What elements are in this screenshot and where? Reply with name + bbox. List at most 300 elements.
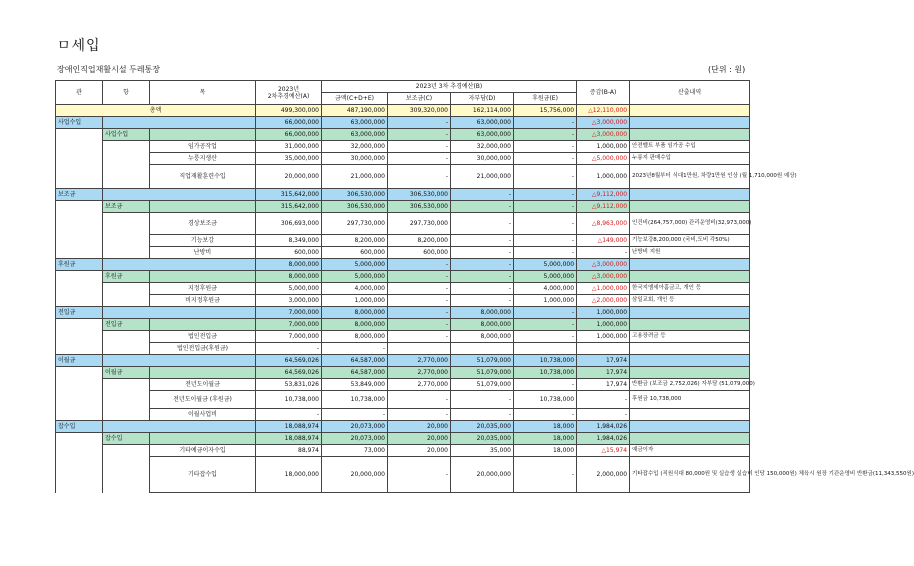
cell-diff: △3,000,000 [577, 129, 630, 141]
cell-total-amount: 30,000,000 [322, 153, 388, 165]
cell-subsidy: 297,730,000 [388, 213, 451, 235]
cell-subsidy: - [388, 153, 451, 165]
cell-subsidy: - [388, 331, 451, 343]
cell-total-amount: 306,530,000 [322, 189, 388, 201]
cell-total-amount: 487,190,000 [322, 105, 388, 117]
table-body [56, 105, 914, 493]
cell-subsidy: 20,000 [388, 445, 451, 457]
cell-mok: 법인전입금 [150, 331, 256, 343]
cell-diff [577, 343, 630, 355]
cell-kwan-empty [56, 457, 103, 493]
cell-kwan-empty [56, 129, 103, 141]
header-prev-line2: 2차추경예산(A) [267, 92, 310, 100]
cell-support: - [514, 201, 577, 213]
cell-subsidy: 8,200,000 [388, 235, 451, 247]
cell-subsidy: - [388, 307, 451, 319]
header-support: 후원금(E) [514, 93, 577, 105]
cell-self-burden: - [451, 391, 514, 409]
cell-total-amount: - [322, 409, 388, 421]
cell-hang-empty [103, 259, 256, 271]
table-row-mok [56, 457, 750, 493]
cell-kwan-empty [56, 141, 103, 153]
cell-kwan-empty [56, 433, 103, 445]
cell-diff: 1,000,000 [577, 319, 630, 331]
cell-total-amount: 4,000,000 [322, 283, 388, 295]
cell-self-burden: 162,114,000 [451, 105, 514, 117]
cell-diff: - [577, 247, 630, 259]
cell-kwan-empty [56, 367, 103, 379]
cell-total-amount: 8,000,000 [322, 307, 388, 319]
cell-diff: △149,000 [577, 235, 630, 247]
cell-total-amount: - [322, 343, 388, 355]
cell-diff: 17,974 [577, 355, 630, 367]
cell-prev-budget: 7,000,000 [256, 307, 322, 319]
cell-mok: 전년도이월금 [150, 379, 256, 391]
header-prev-line1: 2023년 [277, 85, 300, 93]
cell-subsidy: 2,770,000 [388, 367, 451, 379]
cell-total-amount: 63,000,000 [322, 129, 388, 141]
cell-support: 18,000 [514, 445, 577, 457]
cell-diff: 2,000,000 [577, 457, 630, 493]
account-subtitle: 장애인직업재활시설 두레통장 [57, 65, 161, 74]
cell-subsidy: - [388, 295, 451, 307]
cell-prev-budget: 35,000,000 [256, 153, 322, 165]
cell-total-amount: 5,000,000 [322, 271, 388, 283]
cell-support: 15,756,000 [514, 105, 577, 117]
cell-self-burden: - [451, 201, 514, 213]
cell-prev-budget: 53,831,026 [256, 379, 322, 391]
cell-hang: 보조금 [103, 201, 150, 213]
table-row-mok [56, 153, 750, 165]
cell-self-burden: - [451, 295, 514, 307]
cell-subsidy: 306,530,000 [388, 189, 451, 201]
cell-hang-empty [103, 153, 150, 165]
cell-hang: 후원금 [103, 271, 150, 283]
cell-diff: △12,110,000 [577, 105, 630, 117]
table-row-hang [56, 129, 750, 141]
cell-kwan-empty [56, 379, 103, 391]
cell-diff: - [577, 409, 630, 421]
header-diff: 증감(B-A) [577, 81, 630, 105]
cell-subsidy: - [388, 319, 451, 331]
cell-prev-budget: 18,088,974 [256, 421, 322, 433]
cell-note: 인건비(264,757,000) 관리운영비(32,973,000) [630, 213, 750, 235]
cell-support: 10,738,000 [514, 355, 577, 367]
cell-note [630, 433, 750, 445]
cell-self-burden: 51,079,000 [451, 355, 514, 367]
cell-diff: 1,000,000 [577, 165, 630, 189]
cell-subsidy: - [388, 259, 451, 271]
cell-self-burden: 20,035,000 [451, 433, 514, 445]
cell-prev-budget: 8,000,000 [256, 259, 322, 271]
cell-subsidy: - [388, 457, 451, 493]
cell-kwan-empty [56, 201, 103, 213]
cell-self-burden: 32,000,000 [451, 141, 514, 153]
cell-subsidy: - [388, 283, 451, 295]
cell-support: 10,738,000 [514, 391, 577, 409]
cell-note: 삼일교회, 개인 등 [630, 295, 750, 307]
cell-hang-empty [103, 141, 150, 153]
cell-total-amount: 1,000,000 [322, 295, 388, 307]
cell-support: - [514, 165, 577, 189]
table-row-kwan [56, 307, 750, 319]
table-row-mok [56, 141, 750, 153]
cell-kwan-empty [56, 235, 103, 247]
cell-kwan-empty [56, 283, 103, 295]
cell-subsidy: 309,320,000 [388, 105, 451, 117]
cell-subsidy: - [388, 117, 451, 129]
cell-self-burden: 20,035,000 [451, 421, 514, 433]
cell-prev-budget: 306,693,000 [256, 213, 322, 235]
cell-subsidy: - [388, 271, 451, 283]
cell-diff: △2,000,000 [577, 295, 630, 307]
cell-kwan-empty [56, 165, 103, 189]
cell-note: 고용장려금 등 [630, 331, 750, 343]
cell-subsidy: 2,770,000 [388, 355, 451, 367]
table-row-mok [56, 331, 750, 343]
table-row-mok [56, 445, 750, 457]
cell-kwan-empty [56, 343, 103, 355]
cell-mok-empty [150, 433, 256, 445]
cell-self-burden: 63,000,000 [451, 117, 514, 129]
cell-kwan-empty [56, 319, 103, 331]
cell-self-burden: 8,000,000 [451, 307, 514, 319]
table-row-hang [56, 271, 750, 283]
table-row-kwan [56, 117, 750, 129]
table-row-total [56, 105, 750, 117]
cell-support: - [514, 379, 577, 391]
cell-hang-empty [103, 235, 150, 247]
cell-total-amount: 53,849,000 [322, 379, 388, 391]
cell-support: 1,000,000 [514, 295, 577, 307]
cell-prev-budget: 18,088,974 [256, 433, 322, 445]
table-row-hang [56, 319, 750, 331]
cell-hang: 이월금 [103, 367, 150, 379]
cell-prev-budget: 8,000,000 [256, 271, 322, 283]
cell-note [630, 367, 750, 379]
cell-support: - [514, 409, 577, 421]
cell-total-amount: 20,073,000 [322, 433, 388, 445]
cell-mok-empty [150, 319, 256, 331]
cell-kwan-empty [56, 247, 103, 259]
cell-note: 기능보강8,200,000 (국비,도비 각50%) [630, 235, 750, 247]
header-kwan: 관 [56, 81, 103, 105]
table-row-kwan [56, 259, 750, 271]
cell-prev-budget: 7,000,000 [256, 319, 322, 331]
cell-subsidy: 600,000 [388, 247, 451, 259]
cell-diff: △3,000,000 [577, 117, 630, 129]
cell-support: 10,738,000 [514, 367, 577, 379]
cell-note: 2023년8월부터 식대1만원, 차량1만원 인상 (월 1,710,000원 예상) [630, 165, 750, 189]
cell-total-amount: 8,200,000 [322, 235, 388, 247]
cell-mok: 경상보조금 [150, 213, 256, 235]
cell-kwan: 전입금 [56, 307, 103, 319]
header-self: 자부담(D) [451, 93, 514, 105]
cell-total-amount: 8,000,000 [322, 331, 388, 343]
cell-prev-budget: - [256, 343, 322, 355]
table-row-mok [56, 379, 750, 391]
cell-note: 반환금 (보조금 2,752,026) 자부담 (51,079,000) [630, 379, 750, 391]
cell-self-burden: - [451, 259, 514, 271]
cell-support: - [514, 307, 577, 319]
cell-prev-budget: 20,000,000 [256, 165, 322, 189]
cell-note [630, 343, 750, 355]
cell-self-burden: - [451, 247, 514, 259]
cell-mok: 법인전입금(후원금) [150, 343, 256, 355]
cell-prev-budget: 3,000,000 [256, 295, 322, 307]
cell-mok-empty [150, 367, 256, 379]
cell-note [630, 421, 750, 433]
cell-note [630, 105, 750, 117]
table-row-mok [56, 235, 750, 247]
page-title: ㅁ세입 [57, 38, 101, 54]
cell-diff: 1,000,000 [577, 307, 630, 319]
cell-prev-budget: 66,000,000 [256, 129, 322, 141]
cell-support: 4,000,000 [514, 283, 577, 295]
cell-support: 5,000,000 [514, 271, 577, 283]
cell-support: - [514, 247, 577, 259]
cell-support: - [514, 457, 577, 493]
header-subsidy: 보조금(C) [388, 93, 451, 105]
cell-prev-budget: 8,349,000 [256, 235, 322, 247]
cell-diff: 1,000,000 [577, 141, 630, 153]
cell-kwan: 후원금 [56, 259, 103, 271]
cell-subsidy: - [388, 129, 451, 141]
cell-kwan-empty [56, 213, 103, 235]
cell-note [630, 409, 750, 421]
header-prev-budget [256, 81, 322, 105]
cell-hang: 전입금 [103, 319, 150, 331]
cell-total-amount: 20,073,000 [322, 421, 388, 433]
cell-note [630, 355, 750, 367]
cell-mok: 임가공작업 [150, 141, 256, 153]
cell-support: 5,000,000 [514, 259, 577, 271]
cell-diff: △3,000,000 [577, 259, 630, 271]
cell-diff: △1,000,000 [577, 283, 630, 295]
header-total: 금액(C+D+E) [322, 93, 388, 105]
cell-prev-budget: 64,569,026 [256, 367, 322, 379]
header-group: 2023년 3차 추경예산(B) [322, 81, 577, 93]
cell-diff: 17,974 [577, 379, 630, 391]
cell-kwan: 잡수입 [56, 421, 103, 433]
cell-kwan: 이월금 [56, 355, 103, 367]
cell-note: 누룽지 판매수입 [630, 153, 750, 165]
cell-hang-empty [103, 247, 150, 259]
cell-note [630, 271, 750, 283]
table-row-mok [56, 391, 750, 409]
cell-prev-budget: 18,000,000 [256, 457, 322, 493]
unit-label: (단위 : 원) [708, 65, 746, 74]
cell-diff: 1,984,026 [577, 421, 630, 433]
cell-diff: 1,984,026 [577, 433, 630, 445]
cell-mok: 누룽지생산 [150, 153, 256, 165]
cell-diff: △8,963,000 [577, 213, 630, 235]
cell-hang-empty [103, 391, 150, 409]
cell-total-amount: 73,000 [322, 445, 388, 457]
cell-support: - [514, 189, 577, 201]
cell-self-burden: 30,000,000 [451, 153, 514, 165]
cell-prev-budget: 315,642,000 [256, 201, 322, 213]
cell-self-burden: - [451, 409, 514, 421]
cell-hang-empty [103, 421, 256, 433]
cell-kwan-empty [56, 409, 103, 421]
cell-diff: △9,112,000 [577, 201, 630, 213]
cell-hang-empty [103, 409, 150, 421]
cell-prev-budget: 7,000,000 [256, 331, 322, 343]
cell-kwan: 보조금 [56, 189, 103, 201]
cell-self-burden: - [451, 213, 514, 235]
cell-subsidy: - [388, 165, 451, 189]
cell-kwan: 사업수입 [56, 117, 103, 129]
table-row-mok [56, 409, 750, 421]
cell-mok-empty [150, 201, 256, 213]
cell-support: 18,000 [514, 433, 577, 445]
table-row-kwan [56, 355, 750, 367]
table-row-mok [56, 165, 750, 189]
cell-mok-empty [150, 129, 256, 141]
cell-diff: - [577, 391, 630, 409]
cell-self-burden: 21,000,000 [451, 165, 514, 189]
cell-support [514, 343, 577, 355]
cell-self-burden [451, 343, 514, 355]
table-row-mok [56, 295, 750, 307]
cell-mok: 이월사업비 [150, 409, 256, 421]
cell-mok: 비지정후원금 [150, 295, 256, 307]
cell-self-burden: 8,000,000 [451, 331, 514, 343]
cell-self-burden: 51,079,000 [451, 367, 514, 379]
cell-subsidy: 20,000 [388, 433, 451, 445]
cell-subsidy: - [388, 409, 451, 421]
cell-hang-empty [103, 295, 150, 307]
cell-subsidy: 2,770,000 [388, 379, 451, 391]
cell-support: - [514, 235, 577, 247]
cell-hang-empty [103, 213, 150, 235]
cell-total-amount: 306,530,000 [322, 201, 388, 213]
table-row-mok [56, 283, 750, 295]
table-row-hang [56, 367, 750, 379]
cell-subsidy: - [388, 391, 451, 409]
cell-diff: △9,112,000 [577, 189, 630, 201]
header-hang: 항 [103, 81, 150, 105]
cell-mok: 기타잡수입 [150, 457, 256, 493]
cell-support: - [514, 153, 577, 165]
table-row-kwan [56, 189, 750, 201]
cell-note [630, 259, 750, 271]
cell-self-burden: - [451, 235, 514, 247]
cell-note [630, 307, 750, 319]
cell-mok: 전년도이월금 (후원금) [150, 391, 256, 409]
cell-diff: △3,000,000 [577, 271, 630, 283]
revenue-table [55, 80, 914, 493]
cell-hang-empty [103, 165, 150, 189]
cell-total-label: 총액 [56, 105, 256, 117]
cell-total-amount: 297,730,000 [322, 213, 388, 235]
cell-mok: 난방비 [150, 247, 256, 259]
cell-prev-budget: 499,300,000 [256, 105, 322, 117]
cell-diff: △15,974 [577, 445, 630, 457]
cell-prev-budget: 64,569,026 [256, 355, 322, 367]
cell-note: 예금이자 [630, 445, 750, 457]
cell-note: 안전벨트 부품 임가공 수입 [630, 141, 750, 153]
cell-diff: △5,000,000 [577, 153, 630, 165]
cell-total-amount: 5,000,000 [322, 259, 388, 271]
cell-self-burden: 35,000 [451, 445, 514, 457]
cell-note [630, 129, 750, 141]
cell-prev-budget: - [256, 409, 322, 421]
cell-hang-empty [103, 331, 150, 343]
cell-total-amount: 10,738,000 [322, 391, 388, 409]
cell-mok: 지정후원금 [150, 283, 256, 295]
cell-total-amount: 64,587,000 [322, 367, 388, 379]
cell-prev-budget: 10,738,000 [256, 391, 322, 409]
cell-hang: 사업수입 [103, 129, 150, 141]
cell-prev-budget: 600,000 [256, 247, 322, 259]
table-row-hang [56, 433, 750, 445]
cell-subsidy: 20,000 [388, 421, 451, 433]
cell-diff: 17,974 [577, 367, 630, 379]
cell-kwan-empty [56, 153, 103, 165]
cell-kwan-empty [56, 271, 103, 283]
cell-prev-budget: 31,000,000 [256, 141, 322, 153]
cell-hang: 잡수입 [103, 433, 150, 445]
cell-support: - [514, 141, 577, 153]
cell-total-amount: 63,000,000 [322, 117, 388, 129]
cell-note [630, 319, 750, 331]
cell-kwan-empty [56, 445, 103, 457]
cell-diff: 1,000,000 [577, 331, 630, 343]
cell-hang-empty [103, 355, 256, 367]
cell-support: - [514, 129, 577, 141]
cell-kwan-empty [56, 295, 103, 307]
cell-mok: 기능보강 [150, 235, 256, 247]
cell-self-burden: 51,079,000 [451, 379, 514, 391]
cell-total-amount: 600,000 [322, 247, 388, 259]
cell-self-burden: - [451, 283, 514, 295]
cell-support: - [514, 117, 577, 129]
cell-hang-empty [103, 307, 256, 319]
cell-subsidy: 306,530,000 [388, 201, 451, 213]
table-row-kwan [56, 421, 750, 433]
cell-note [630, 189, 750, 201]
cell-support: - [514, 213, 577, 235]
table-row-mok [56, 343, 750, 355]
cell-prev-budget: 66,000,000 [256, 117, 322, 129]
cell-note [630, 117, 750, 129]
cell-mok-empty [150, 271, 256, 283]
cell-note [630, 201, 750, 213]
cell-mok: 기타예금이자수입 [150, 445, 256, 457]
cell-total-amount: 21,000,000 [322, 165, 388, 189]
cell-prev-budget: 315,642,000 [256, 189, 322, 201]
header-note: 산출내역 [630, 81, 750, 105]
cell-self-burden: - [451, 189, 514, 201]
cell-support: - [514, 319, 577, 331]
cell-self-burden: 8,000,000 [451, 319, 514, 331]
cell-hang-empty [103, 343, 150, 355]
table-row-hang [56, 201, 750, 213]
cell-kwan-empty [56, 331, 103, 343]
cell-note: 난방비 지원 [630, 247, 750, 259]
cell-total-amount: 20,000,000 [322, 457, 388, 493]
cell-hang-empty [103, 189, 256, 201]
cell-subsidy [388, 343, 451, 355]
cell-total-amount: 32,000,000 [322, 141, 388, 153]
cell-support: 18,000 [514, 421, 577, 433]
cell-hang-empty [103, 117, 256, 129]
cell-hang-empty [103, 457, 150, 493]
cell-self-burden: 63,000,000 [451, 129, 514, 141]
table-row-mok [56, 213, 750, 235]
